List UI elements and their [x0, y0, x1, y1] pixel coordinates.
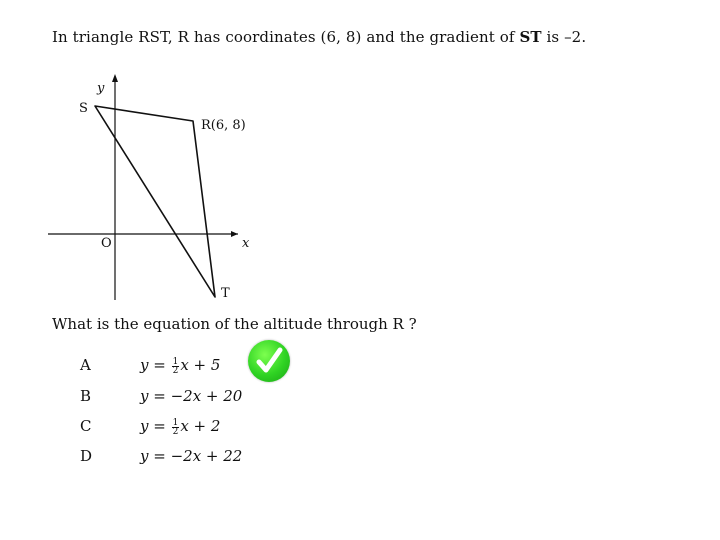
x-axis-label: x [242, 236, 250, 251]
option-equation: y = −2x + 20 [140, 387, 243, 405]
point-s-label: S [79, 101, 88, 116]
triangle-rst [95, 106, 215, 297]
y-axis-arrow [112, 74, 118, 82]
option-equation: y = $\frac{1}{2}$ x + 2 [140, 417, 221, 437]
option-letter: C [80, 417, 92, 435]
option-letter: D [80, 447, 93, 465]
question-part-3: is –2. [541, 28, 587, 46]
fraction: $\frac{1}{2}$ [172, 417, 179, 437]
option-equation: y = −2x + 22 [140, 447, 243, 465]
option-b[interactable] [80, 387, 340, 411]
option-c[interactable] [80, 417, 340, 441]
fraction: $\frac{1}{2}$ [172, 356, 179, 376]
option-equation: y = $\frac{1}{2}$ x + 5 [140, 356, 221, 376]
option-letter: A [80, 356, 91, 374]
option-d[interactable] [80, 447, 340, 471]
altitude-question: What is the equation of the altitude through R ? [52, 315, 417, 333]
y-axis-label: y [97, 81, 105, 96]
x-axis-arrow [231, 231, 238, 237]
point-r-label: R(6, 8) [201, 118, 246, 133]
question-part-2: ST [519, 28, 542, 46]
origin-label: O [101, 236, 112, 251]
check-mark-icon [248, 340, 290, 382]
option-a[interactable] [80, 356, 340, 380]
point-t-label: T [221, 286, 230, 301]
question-part-1: In triangle RST, R has coordinates (6, 8) and the gradient of [52, 28, 520, 46]
option-letter: B [80, 387, 92, 405]
